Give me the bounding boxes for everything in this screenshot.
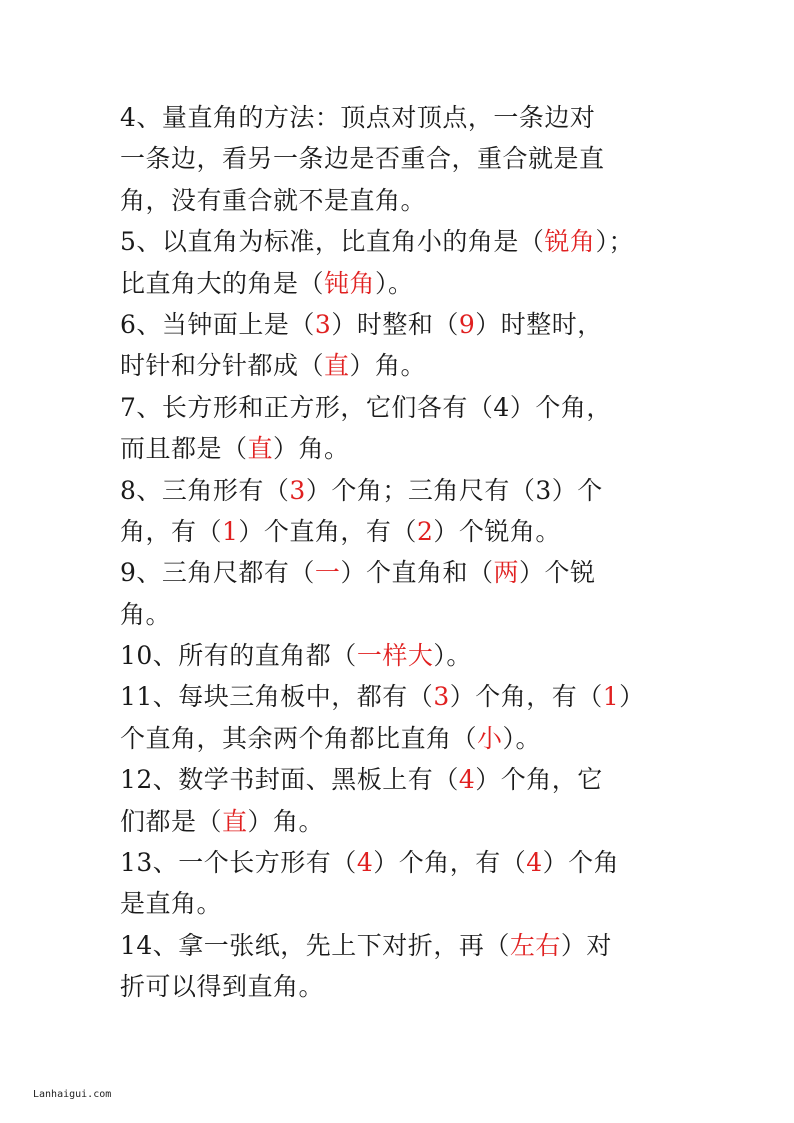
text-line — [120, 759, 680, 800]
document-body — [120, 97, 680, 1008]
answer-text: 9 — [458, 309, 476, 339]
answer-text: 直 — [324, 351, 350, 381]
text-line — [120, 387, 680, 428]
question-text: 7、长方形和正方形，它们各有（4）个角， — [120, 392, 612, 422]
text-line — [120, 304, 680, 345]
question-text: ）时整和（ — [331, 309, 459, 339]
answer-text: 一样大 — [356, 641, 434, 671]
question-text: 11、每块三角板中，都有（ — [120, 682, 434, 712]
question-text: ）个锐 — [518, 558, 596, 588]
question-text: 角，没有重合就不是直角。 — [120, 185, 427, 215]
answer-text: 1 — [222, 516, 239, 546]
answer-text: 4 — [458, 765, 476, 795]
question-text: 比直角大的角是（ — [120, 268, 325, 298]
answer-text: 3 — [314, 309, 332, 339]
text-line — [120, 635, 680, 676]
question-text: ）个角，它 — [475, 765, 603, 795]
answer-text: 直 — [222, 806, 248, 836]
question-text: ）对 — [560, 930, 612, 960]
question-text: ）个角，有（ — [373, 848, 527, 878]
text-line — [120, 676, 680, 717]
question-text: ）时整时， — [475, 309, 603, 339]
question-text: 角，有（ — [120, 516, 223, 546]
question-text: 折可以得到直角。 — [120, 972, 325, 1002]
answer-text: 4 — [356, 848, 374, 878]
answer-text: 2 — [416, 516, 434, 546]
text-line — [120, 718, 680, 759]
question-text: 9、三角尺都有（ — [120, 558, 315, 588]
footer-watermark: Lanhaigui.com — [33, 1089, 112, 1100]
question-text: 6、当钟面上是（ — [120, 309, 315, 339]
question-text: ）个直角，有（ — [238, 516, 417, 546]
answer-text: 3 — [433, 682, 450, 712]
question-text: 4、量直角的方法：顶点对顶点，一条边对 — [120, 103, 596, 132]
question-text: ）个直角和（ — [340, 558, 494, 588]
text-line — [120, 552, 680, 593]
text-line — [120, 511, 680, 552]
question-text: 一条边，看另一条边是否重合，重合就是直 — [120, 144, 605, 174]
question-text: 5、以直角为标准，比直角小的角是（ — [120, 227, 545, 257]
answer-text: 钝角 — [324, 268, 376, 298]
question-text: ）个锐角。 — [433, 516, 561, 546]
text-line — [120, 138, 680, 179]
answer-text: 小 — [477, 723, 503, 753]
question-text: 角。 — [120, 599, 172, 629]
answer-text: 两 — [493, 558, 519, 588]
text-line — [120, 180, 680, 221]
question-text: 10、所有的直角都（ — [120, 641, 357, 671]
question-text: ）角。 — [349, 351, 427, 381]
answer-text: 4 — [526, 848, 543, 878]
answer-text: 3 — [289, 475, 306, 505]
text-line — [120, 221, 680, 262]
text-line — [120, 345, 680, 386]
text-line — [120, 470, 680, 511]
question-text: 14、拿一张纸，先上下对折，再（ — [120, 930, 510, 960]
question-text: 是直角。 — [120, 889, 223, 919]
question-text: 8、三角形有（ — [120, 475, 290, 505]
question-text: ）角。 — [247, 806, 325, 836]
question-text: 13、一个长方形有（ — [120, 848, 357, 878]
text-line — [120, 842, 680, 883]
question-text: 时针和分针都成（ — [120, 351, 325, 381]
answer-text: 一 — [314, 558, 341, 588]
text-line — [120, 97, 680, 138]
question-text: ） — [619, 682, 645, 712]
question-text: 们都是（ — [120, 806, 223, 836]
question-text: 个直角，其余两个角都比直角（ — [120, 723, 478, 753]
question-text: ）； — [595, 227, 634, 257]
text-line — [120, 428, 680, 469]
text-line — [120, 801, 680, 842]
question-text: ）个角，有（ — [449, 682, 603, 712]
question-text: ）。 — [433, 641, 472, 671]
answer-text: 直 — [247, 434, 274, 464]
text-line — [120, 966, 680, 1007]
question-text: ）个角；三角尺有（3）个 — [305, 475, 603, 505]
answer-text: 1 — [602, 682, 620, 712]
answer-text: 锐角 — [544, 227, 596, 257]
text-line — [120, 925, 680, 966]
question-text: ）个角 — [542, 848, 620, 878]
question-text: ）角。 — [273, 434, 350, 464]
question-text: 而且都是（ — [120, 434, 248, 464]
text-line — [120, 594, 680, 635]
text-line — [120, 883, 680, 924]
question-text: ）。 — [502, 723, 542, 753]
answer-text: 左右 — [509, 930, 561, 960]
text-line — [120, 263, 680, 304]
question-text: ）。 — [375, 268, 414, 298]
question-text: 12、数学书封面、黑板上有（ — [120, 765, 459, 795]
